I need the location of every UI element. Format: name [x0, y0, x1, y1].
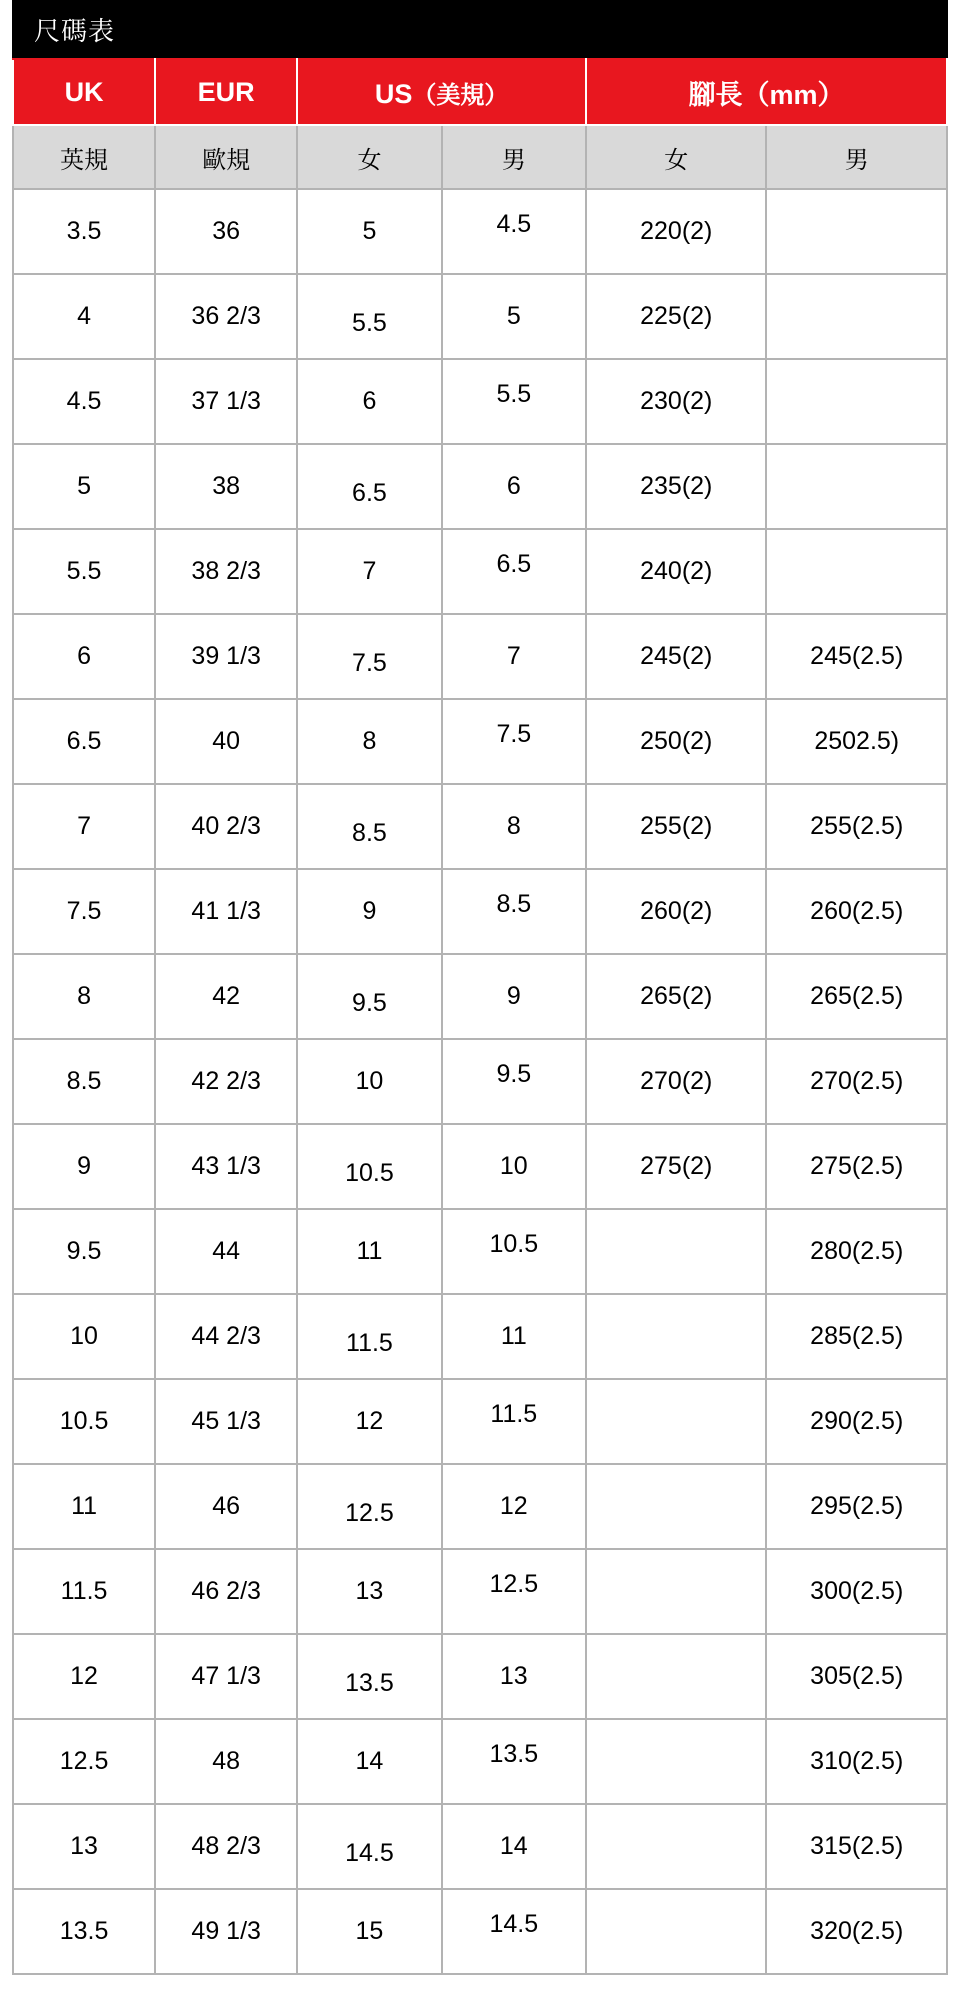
cell-us-women [297, 1634, 441, 1719]
cell-value: 46 2/3 [191, 1577, 261, 1605]
cell-us-men [442, 1549, 586, 1634]
cell-foot-women [586, 1294, 766, 1379]
cell-value: 38 2/3 [191, 557, 261, 585]
cell-value: 44 [212, 1237, 241, 1265]
cell-value: 7 [506, 642, 521, 670]
cell-value: 36 2/3 [191, 302, 261, 330]
cell-foot-women [586, 1549, 766, 1634]
cell-foot-women [586, 1889, 766, 1974]
cell-uk [13, 529, 155, 614]
cell-eur [155, 1889, 297, 1974]
cell-value: 6.5 [352, 479, 387, 507]
cell-eur [155, 1464, 297, 1549]
subheader-us-women: 女 [297, 125, 441, 189]
cell-value: 280(2.5) [810, 1237, 904, 1265]
cell-value: 8 [77, 982, 92, 1010]
cell-value: 265(2.5) [810, 982, 904, 1010]
cell-foot-women [586, 784, 766, 869]
table-row [13, 1889, 947, 1974]
cell-us-men [442, 614, 586, 699]
cell-value: 270(2.5) [810, 1067, 904, 1095]
cell-uk [13, 1209, 155, 1294]
cell-value: 7.5 [66, 897, 102, 925]
cell-value: 230(2) [640, 387, 713, 415]
cell-us-women [297, 784, 441, 869]
table-row [13, 529, 947, 614]
cell-uk [13, 699, 155, 784]
cell-eur [155, 444, 297, 529]
cell-us-women [297, 359, 441, 444]
table-body [13, 189, 947, 1974]
cell-foot-men [766, 1719, 947, 1804]
cell-value: 240(2) [640, 557, 713, 585]
cell-value: 15 [355, 1917, 384, 1945]
cell-value: 315(2.5) [810, 1832, 904, 1860]
cell-us-men [442, 1039, 586, 1124]
cell-foot-women [586, 1209, 766, 1294]
cell-foot-women [586, 1039, 766, 1124]
cell-foot-men [766, 1294, 947, 1379]
cell-value: 260(2.5) [810, 897, 904, 925]
cell-eur [155, 274, 297, 359]
table-header-primary [13, 59, 947, 125]
subheader-foot-men: 男 [766, 125, 947, 189]
cell-us-men [442, 1889, 586, 1974]
cell-foot-men [766, 189, 947, 274]
cell-eur [155, 189, 297, 274]
table-row [13, 784, 947, 869]
cell-foot-men [766, 1379, 947, 1464]
cell-value: 6.5 [66, 727, 102, 755]
cell-value: 305(2.5) [810, 1662, 904, 1690]
cell-value: 37 1/3 [191, 387, 261, 415]
cell-value: 320(2.5) [810, 1917, 904, 1945]
page-title: 尺碼表 [34, 15, 116, 46]
size-chart-table [12, 58, 948, 1975]
cell-uk [13, 1719, 155, 1804]
cell-value: 14 [355, 1747, 384, 1775]
cell-value: 285(2.5) [810, 1322, 904, 1350]
cell-value: 13.5 [489, 1740, 539, 1768]
cell-us-women [297, 1124, 441, 1209]
cell-value: 13.5 [345, 1669, 394, 1697]
cell-value: 10.5 [489, 1230, 539, 1258]
cell-value: 9.5 [496, 1060, 532, 1088]
cell-value: 11.5 [490, 1400, 538, 1428]
cell-value: 235(2) [640, 472, 713, 500]
cell-value: 14.5 [489, 1910, 539, 1938]
cell-value: 4.5 [496, 210, 532, 238]
cell-value: 8.5 [496, 890, 532, 918]
cell-value: 7.5 [352, 649, 387, 677]
cell-value: 13 [499, 1662, 528, 1690]
header-foot-length: 腳長（mm） [586, 59, 947, 125]
cell-value: 260(2) [640, 897, 713, 925]
cell-value: 4 [77, 302, 92, 330]
cell-foot-men [766, 1039, 947, 1124]
cell-value: 12.5 [345, 1499, 394, 1527]
table-row [13, 189, 947, 274]
cell-foot-women [586, 1464, 766, 1549]
cell-foot-men [766, 614, 947, 699]
cell-value: 42 [212, 982, 241, 1010]
cell-value: 5 [506, 302, 521, 330]
cell-eur [155, 1209, 297, 1294]
cell-us-women [297, 1039, 441, 1124]
cell-us-women [297, 444, 441, 529]
cell-value: 5.5 [66, 557, 102, 585]
cell-us-women [297, 274, 441, 359]
header-uk: UK [13, 59, 155, 125]
cell-value: 5 [362, 217, 377, 245]
cell-value: 270(2) [640, 1067, 713, 1095]
cell-foot-men [766, 1464, 947, 1549]
cell-us-men [442, 1804, 586, 1889]
cell-uk [13, 1124, 155, 1209]
cell-us-women [297, 1464, 441, 1549]
cell-foot-women [586, 274, 766, 359]
cell-eur [155, 614, 297, 699]
cell-value: 40 2/3 [191, 812, 261, 840]
subheader-us-men: 男 [442, 125, 586, 189]
cell-value: 7.5 [496, 720, 532, 748]
cell-foot-men [766, 784, 947, 869]
cell-foot-men [766, 699, 947, 784]
cell-value: 6 [362, 387, 377, 415]
cell-value: 9 [77, 1152, 92, 1180]
cell-foot-women [586, 614, 766, 699]
cell-value: 6 [506, 472, 521, 500]
cell-foot-women [586, 1719, 766, 1804]
cell-uk [13, 444, 155, 529]
header-us: US（美規） [297, 59, 586, 125]
cell-us-men [442, 189, 586, 274]
cell-us-women [297, 614, 441, 699]
cell-foot-women [586, 529, 766, 614]
cell-foot-men [766, 1209, 947, 1294]
cell-value: 255(2) [640, 812, 713, 840]
cell-value: 6.5 [496, 550, 532, 578]
cell-us-women [297, 1209, 441, 1294]
cell-value: 10 [70, 1322, 98, 1350]
cell-value: 7 [77, 812, 92, 840]
cell-value: 9.5 [66, 1237, 102, 1265]
cell-value: 8.5 [66, 1067, 102, 1095]
cell-value: 8 [362, 727, 377, 755]
cell-eur [155, 529, 297, 614]
cell-us-men [442, 359, 586, 444]
cell-value: 11.5 [60, 1577, 108, 1605]
cell-foot-men [766, 529, 947, 614]
cell-foot-women [586, 1634, 766, 1719]
cell-us-men [442, 529, 586, 614]
cell-foot-women [586, 189, 766, 274]
table-row [13, 869, 947, 954]
cell-value: 12.5 [59, 1747, 109, 1775]
cell-value: 45 1/3 [191, 1407, 261, 1435]
cell-value: 48 [212, 1747, 241, 1775]
cell-value: 295(2.5) [810, 1492, 904, 1520]
cell-foot-men [766, 1634, 947, 1719]
cell-value: 5 [77, 472, 92, 500]
cell-us-women [297, 529, 441, 614]
cell-foot-men [766, 1804, 947, 1889]
cell-value: 11.5 [346, 1329, 393, 1357]
cell-value: 2502.5) [814, 727, 900, 755]
table-row [13, 1294, 947, 1379]
cell-foot-men [766, 869, 947, 954]
cell-value: 40 [212, 727, 241, 755]
cell-value: 8 [506, 812, 521, 840]
table-row [13, 1209, 947, 1294]
cell-value: 38 [212, 472, 241, 500]
cell-value: 39 1/3 [191, 642, 261, 670]
cell-us-women [297, 1889, 441, 1974]
cell-value: 11 [500, 1322, 527, 1350]
cell-value: 245(2) [640, 642, 713, 670]
cell-value: 12 [355, 1407, 384, 1435]
cell-foot-men [766, 1124, 947, 1209]
cell-value: 310(2.5) [810, 1747, 904, 1775]
cell-uk [13, 359, 155, 444]
cell-foot-men [766, 1889, 947, 1974]
cell-us-women [297, 869, 441, 954]
cell-value: 12 [70, 1662, 98, 1690]
cell-value: 8.5 [352, 819, 387, 847]
cell-us-women [297, 954, 441, 1039]
cell-value: 10 [499, 1152, 528, 1180]
subheader-eur: 歐規 [155, 125, 297, 189]
cell-value: 41 1/3 [191, 897, 261, 925]
cell-us-men [442, 784, 586, 869]
cell-eur [155, 1719, 297, 1804]
header-us-sub: （美規） [412, 81, 509, 109]
cell-uk [13, 869, 155, 954]
cell-eur [155, 1124, 297, 1209]
cell-uk [13, 614, 155, 699]
table-row [13, 699, 947, 784]
cell-value: 48 2/3 [191, 1832, 261, 1860]
cell-us-women [297, 699, 441, 784]
cell-us-men [442, 1294, 586, 1379]
cell-us-men [442, 1634, 586, 1719]
cell-value: 3.5 [66, 217, 102, 245]
cell-value: 290(2.5) [810, 1407, 904, 1435]
table-row [13, 1719, 947, 1804]
cell-value: 9 [506, 982, 521, 1010]
cell-uk [13, 1379, 155, 1464]
table-row [13, 1804, 947, 1889]
cell-value: 7 [362, 557, 377, 585]
cell-value: 11 [356, 1237, 383, 1265]
cell-foot-men [766, 444, 947, 529]
cell-uk [13, 1634, 155, 1719]
cell-uk [13, 1464, 155, 1549]
chart-title-bar [12, 0, 948, 58]
cell-value: 4.5 [66, 387, 102, 415]
cell-foot-women [586, 444, 766, 529]
cell-us-men [442, 1464, 586, 1549]
cell-value: 255(2.5) [810, 812, 904, 840]
cell-value: 36 [212, 217, 241, 245]
table-header-secondary [13, 125, 947, 189]
cell-uk [13, 1039, 155, 1124]
cell-us-men [442, 1379, 586, 1464]
cell-foot-men [766, 1549, 947, 1634]
cell-value: 13 [355, 1577, 384, 1605]
cell-uk [13, 1889, 155, 1974]
table-row [13, 1379, 947, 1464]
subheader-uk: 英規 [13, 125, 155, 189]
cell-value: 9 [362, 897, 377, 925]
cell-eur [155, 359, 297, 444]
cell-value: 13.5 [59, 1917, 109, 1945]
cell-foot-women [586, 359, 766, 444]
cell-us-men [442, 1124, 586, 1209]
cell-eur [155, 699, 297, 784]
cell-value: 5.5 [352, 309, 387, 337]
table-row [13, 359, 947, 444]
cell-value: 46 [212, 1492, 241, 1520]
cell-value: 250(2) [640, 727, 713, 755]
cell-value: 5.5 [496, 380, 532, 408]
cell-us-women [297, 1379, 441, 1464]
cell-uk [13, 784, 155, 869]
cell-us-men [442, 1209, 586, 1294]
table-row [13, 1634, 947, 1719]
cell-eur [155, 1549, 297, 1634]
cell-foot-women [586, 954, 766, 1039]
cell-foot-men [766, 954, 947, 1039]
cell-value: 13 [70, 1832, 98, 1860]
cell-us-women [297, 1719, 441, 1804]
cell-uk [13, 1294, 155, 1379]
cell-value: 275(2) [640, 1152, 713, 1180]
cell-foot-men [766, 274, 947, 359]
cell-us-men [442, 869, 586, 954]
table-row [13, 954, 947, 1039]
cell-value: 300(2.5) [810, 1577, 904, 1605]
cell-us-women [297, 1549, 441, 1634]
cell-eur [155, 1634, 297, 1719]
cell-foot-women [586, 1379, 766, 1464]
cell-foot-women [586, 869, 766, 954]
cell-value: 10.5 [59, 1407, 109, 1435]
table-row [13, 444, 947, 529]
header-eur: EUR [155, 59, 297, 125]
cell-eur [155, 1804, 297, 1889]
cell-uk [13, 954, 155, 1039]
cell-us-men [442, 1719, 586, 1804]
cell-value: 10.5 [345, 1159, 394, 1187]
cell-eur [155, 784, 297, 869]
cell-foot-women [586, 1124, 766, 1209]
cell-us-women [297, 1804, 441, 1889]
cell-value: 11 [71, 1492, 98, 1520]
cell-eur [155, 1379, 297, 1464]
subheader-foot-women: 女 [586, 125, 766, 189]
cell-value: 9.5 [352, 989, 387, 1017]
cell-value: 275(2.5) [810, 1152, 904, 1180]
cell-value: 44 2/3 [191, 1322, 261, 1350]
cell-foot-women [586, 1804, 766, 1889]
cell-uk [13, 1804, 155, 1889]
cell-value: 14.5 [345, 1839, 394, 1867]
cell-uk [13, 1549, 155, 1634]
cell-value: 220(2) [640, 217, 713, 245]
cell-eur [155, 954, 297, 1039]
cell-uk [13, 189, 155, 274]
cell-us-men [442, 699, 586, 784]
cell-value: 6 [77, 642, 92, 670]
cell-value: 245(2.5) [810, 642, 904, 670]
cell-value: 47 1/3 [191, 1662, 261, 1690]
cell-foot-men [766, 359, 947, 444]
cell-us-men [442, 954, 586, 1039]
table-row [13, 1124, 947, 1209]
cell-value: 14 [499, 1832, 528, 1860]
cell-value: 42 2/3 [191, 1067, 261, 1095]
cell-eur [155, 869, 297, 954]
cell-value: 265(2) [640, 982, 713, 1010]
cell-us-women [297, 1294, 441, 1379]
cell-foot-women [586, 699, 766, 784]
table-row [13, 1039, 947, 1124]
cell-us-men [442, 444, 586, 529]
cell-eur [155, 1294, 297, 1379]
cell-us-men [442, 274, 586, 359]
cell-value: 49 1/3 [191, 1917, 261, 1945]
table-row [13, 274, 947, 359]
table-row [13, 1549, 947, 1634]
cell-value: 12.5 [489, 1570, 539, 1598]
cell-value: 43 1/3 [191, 1152, 261, 1180]
table-row [13, 1464, 947, 1549]
cell-us-women [297, 189, 441, 274]
cell-uk [13, 274, 155, 359]
cell-value: 225(2) [640, 302, 713, 330]
table-row [13, 614, 947, 699]
cell-value: 10 [355, 1067, 384, 1095]
cell-eur [155, 1039, 297, 1124]
cell-value: 12 [499, 1492, 528, 1520]
